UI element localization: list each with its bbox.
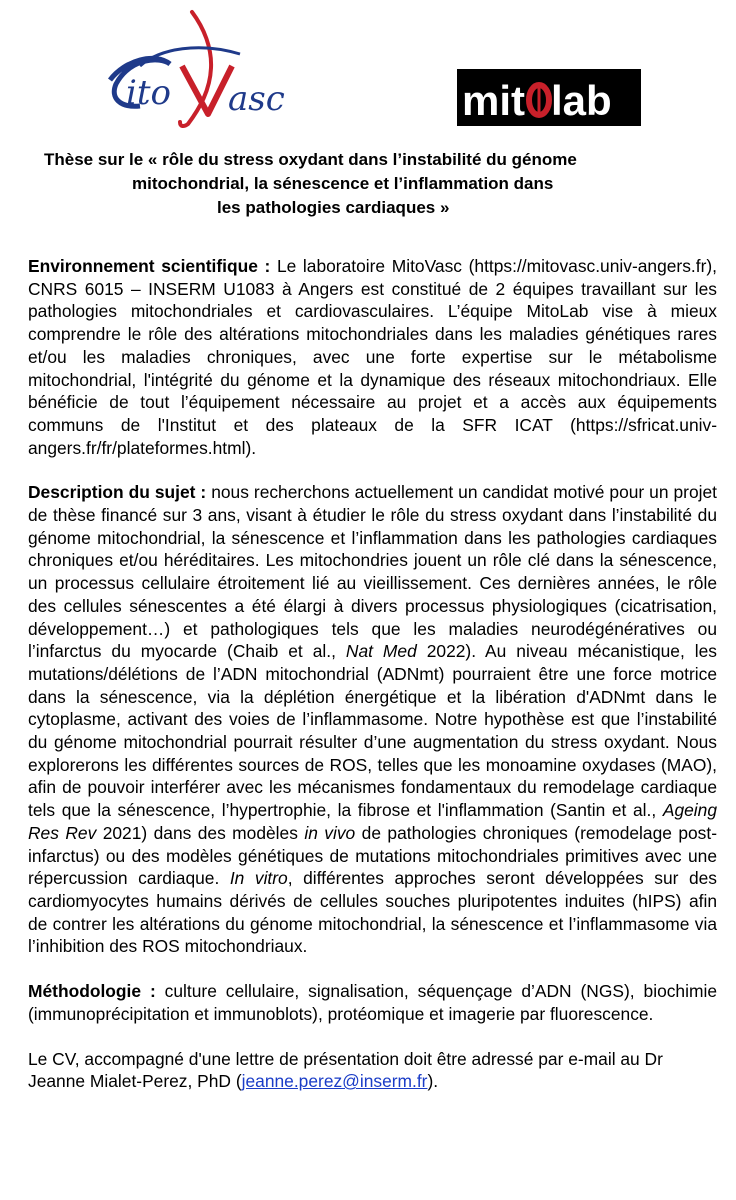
- svg-text:ito: ito: [126, 73, 172, 113]
- title-line-3: les pathologies cardiaques »: [217, 198, 450, 217]
- journal-ageing-res-rev: Ageing Res Rev: [28, 800, 717, 843]
- methodology-text: culture cellulaire, signalisation, séquençage d’ADN (NGS), biochimie (immunoprécipitation et immunoblots), protéomique et imagerie par fluorescence.: [28, 981, 717, 1024]
- document-body: [28, 255, 717, 1093]
- title-line-1: Thèse sur le « rôle du stress oxydant dans l’instabilité du génome: [44, 150, 577, 169]
- environment-text: Le laboratoire MitoVasc (https://mitovasc.univ-angers.fr), CNRS 6015 – INSERM U1083 à Angers est constitué de 2 équipes travaillant sur les pathologies mitochondriales et cardiovasculaires. L’équipe MitoLab vise à mieux comprendre le rôle des altérations mitochondriales dans les maladies génétiques rares et/ou les maladies chroniques, avec une forte expertise sur le métabolisme mitochondrial, l'intégrité du génome et la dynamique des réseaux mitochondriaux. Elle bénéficie de tout l’équipement nécessaire au projet et a accès aux équipements communs de l'Institut et des plateaux de la SFR ICAT (https://sfricat.univ-angers.fr/fr/plateformes.html).: [28, 256, 717, 458]
- description-text-5: , différentes approches seront développées sur des cardiomyocytes humains dérivés de cellules souches pluripotentes induites (hIPS) afin de contrer les altérations du génome mitochondrial, la sénescence et l’inflammasome via l’inhibition des ROS mitochondriaux.: [28, 868, 717, 957]
- section-environment: [28, 255, 717, 459]
- svg-text:asc: asc: [228, 79, 285, 119]
- mitovasc-logo: [100, 8, 290, 130]
- environment-label: Environnement scientifique :: [28, 256, 271, 276]
- svg-text:lab: lab: [551, 77, 612, 124]
- section-description: [28, 481, 717, 958]
- section-methodology: [28, 980, 717, 1025]
- description-text-3: 2021) dans des modèles: [96, 822, 305, 843]
- description-text-2: 2022). Au niveau mécanistique, les mutations/délétions de l’ADN mitochondrial (ADNmt) pourraient être une force motrice dans la sénescence, via la déplétion énergétique et la libération d'ADNmt dans le cytoplasme, activant des voies de l’inflammasome. Notre hypothèse est que l’instabilité du génome mitochondrial pourrait résulter d’une augmentation du stress oxydant. Nous explorerons les différentes sources de ROS, telles que les monoamine oxydases (MAO), afin de pouvoir interférer avec les mécanismes fondamentaux du remodelage cardiaque tels que la sénescence, l’hypertrophie, la fibrose et l'inflammation (Santin et al.,: [28, 641, 717, 821]
- svg-text:mit: mit: [462, 77, 525, 124]
- in-vivo-term: in vivo: [304, 822, 356, 843]
- logo-header: [0, 0, 736, 140]
- journal-nat-med: Nat Med: [345, 641, 417, 662]
- thesis-title: [44, 148, 684, 220]
- in-vitro-term: In vitro: [229, 868, 288, 889]
- description-text-1: nous recherchons actuellement un candidat motivé pour un projet de thèse financé sur 3 ans, visant à étudier le rôle du stress oxydant dans l’instabilité du génome mitochondrial, la sénescence et l’inflammation dans les pathologies cardiaques chroniques et/ou héréditaires. Les mitochondries jouent un rôle clé dans la sénescence, un processus cellulaire étroitement lié au vieillissement. Ces dernières années, le rôle des cellules sénescentes a été élargi à divers processus physiologiques (cicatrisation, développement…) et pathologiques tels que les maladies neurodégénératives ou l’infarctus du myocarde (Chaib et al.,: [28, 482, 718, 662]
- section-contact: [28, 1048, 717, 1093]
- description-text-4: de pathologies chroniques (remodelage post-infarctus) ou des modèles génétiques de mutations mitochondriales primitives avec une répercussion cardiaque.: [28, 822, 718, 889]
- contact-text-1: Le CV, accompagné d'une lettre de présentation doit être adressé par e-mail au Dr Jeanne Mialet-Perez, PhD (: [28, 1048, 663, 1092]
- contact-email-link[interactable]: jeanne.perez@inserm.fr: [241, 1071, 428, 1092]
- contact-text-2: ).: [427, 1071, 439, 1092]
- title-line-2: mitochondrial, la sénescence et l’inflammation dans: [132, 174, 554, 193]
- methodology-label: Méthodologie :: [28, 981, 156, 1002]
- description-label: Description du sujet :: [28, 482, 207, 503]
- mitolab-logo: [457, 69, 641, 126]
